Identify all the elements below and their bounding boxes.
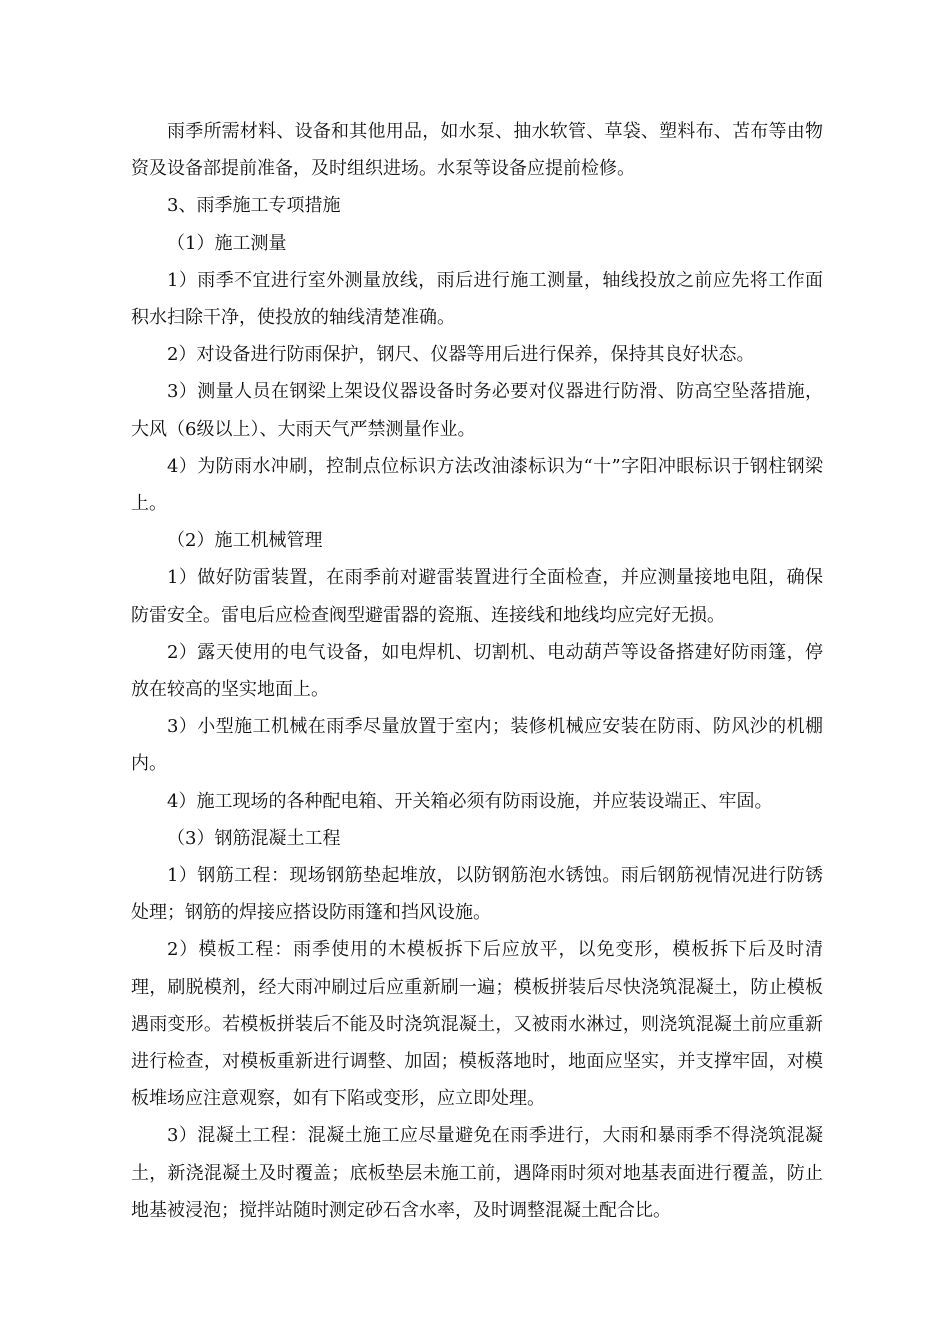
paragraph-survey-2: 2）对设备进行防雨保护，钢尺、仪器等用后进行保养，保持其良好状态。 (167, 344, 755, 366)
paragraph-machinery-4: 4）施工现场的各种配电箱、开关箱必须有防雨设施，并应装设端正、牢固。 (167, 790, 773, 812)
subheading-construction-survey: （1）施工测量 (167, 232, 287, 254)
paragraph-machinery-3: 3）小型施工机械在雨季尽量放置于室内；装修机械应安装在防雨、防风沙的机棚内。 (131, 716, 823, 775)
section-heading-rainy-season-measures: 3、雨季施工专项措施 (167, 195, 341, 217)
paragraph-materials: 雨季所需材料、设备和其他用品，如水泵、抽水软管、草袋、塑料布、苫布等由物资及设备部提前准备，及时组织进场。水泵等设备应提前检修。 (131, 121, 823, 180)
paragraph-concrete-3: 3）混凝土工程：混凝土施工应尽量避免在雨季进行，大雨和暴雨季不得浇筑混凝土，新浇混凝土及时覆盖；底板垫层未施工前，遇降雨时须对地基表面进行覆盖，防止地基被浸泡；搅拌站随时测定砂石含水率，及时调整混凝土配合比。 (131, 1125, 823, 1221)
subheading-machinery-management: （2）施工机械管理 (167, 530, 323, 552)
paragraph-concrete-1: 1）钢筋工程：现场钢筋垫起堆放，以防钢筋泡水锈蚀。雨后钢筋视情况进行防锈处理；钢筋的焊接应搭设防雨篷和挡风设施。 (131, 865, 823, 924)
paragraph-survey-1: 1）雨季不宜进行室外测量放线，雨后进行施工测量，轴线投放之前应先将工作面积水扫除干净，使投放的轴线清楚准确。 (131, 269, 823, 329)
subheading-reinforced-concrete: （3）钢筋混凝土工程 (167, 827, 341, 849)
paragraph-survey-4: 4）为防雨水冲刷，控制点位标识方法改油漆标识为“十”字阳冲眼标识于钢柱钢梁上。 (131, 455, 823, 515)
paragraph-machinery-1: 1）做好防雷装置，在雨季前对避雷装置进行全面检查，并应测量接地电阻，确保防雷安全。雷电后应检查阀型避雷器的瓷瓶、连接线和地线均应完好无损。 (131, 567, 823, 626)
document-body (131, 113, 823, 1229)
paragraph-machinery-2: 2）露天使用的电气设备，如电焊机、切割机、电动葫芦等设备搭建好防雨篷，停放在较高的坚实地面上。 (131, 641, 823, 701)
paragraph-concrete-2: 2）模板工程：雨季使用的木模板拆下后应放平，以免变形，模板拆下后及时清理，刷脱模剂，经大雨冲刷过后应重新刷一遍；模板拼装后尽快浇筑混凝土，防止模板遇雨变形。若模板拼装后不能及时浇筑混凝土，又被雨水淋过，则浇筑混凝土前应重新进行检查，对模板重新进行调整、加固；模板落地时，地面应坚实，并支撑牢固，对模板堆场应注意观察，如有下陷或变形，应立即处理。 (131, 939, 823, 1110)
paragraph-survey-3: 3）测量人员在钢梁上架设仪器设备时务必要对仪器进行防滑、防高空坠落措施，大风（6级以上）、大雨天气严禁测量作业。 (131, 381, 823, 440)
